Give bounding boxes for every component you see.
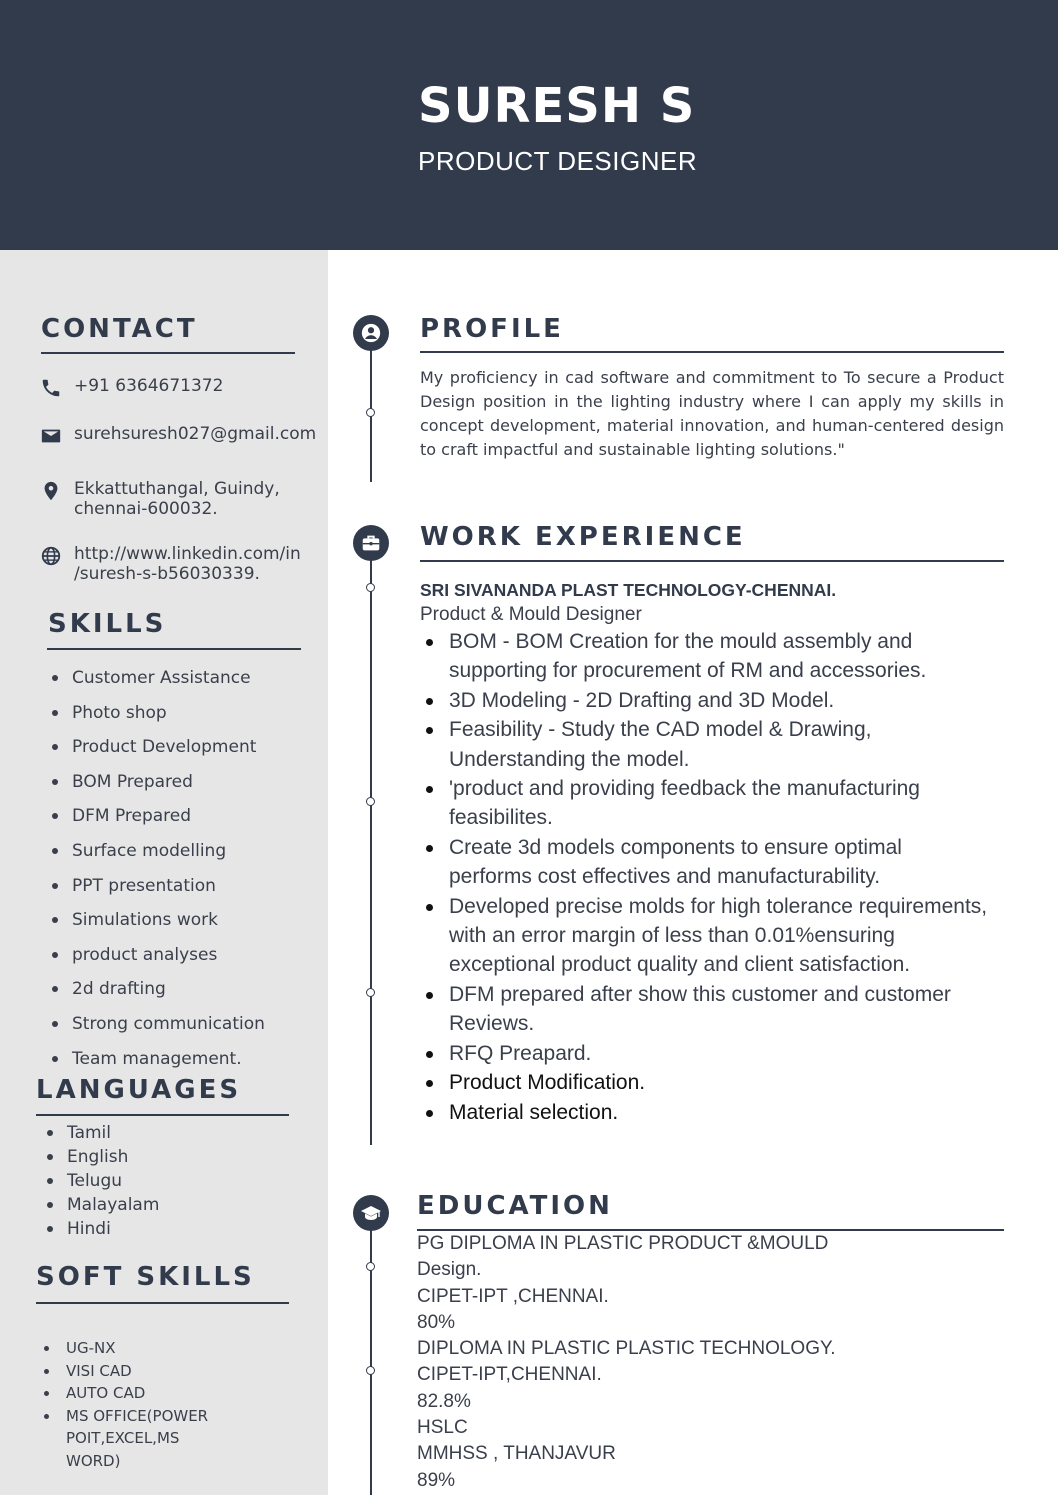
list-item: Create 3d models components to ensure optimal performs cost effectives and manufacturability. — [420, 833, 990, 892]
timeline-dot — [366, 988, 375, 997]
timeline-line-work — [370, 552, 372, 1145]
timeline-dot — [366, 408, 375, 417]
education-line: MMHSS , THANJAVUR — [417, 1443, 616, 1465]
languages-list — [41, 1123, 159, 1243]
list-item: MS OFFICE(POWER POIT,EXCEL,MS WORD) — [40, 1405, 216, 1473]
contact-email — [40, 424, 316, 447]
list-item: Simulations work — [46, 910, 265, 945]
list-item: 'product and providing feedback the manufacturing feasibilites. — [420, 774, 990, 833]
list-item: PPT presentation — [46, 876, 265, 911]
briefcase-icon — [360, 532, 382, 554]
list-item: Photo shop — [46, 703, 265, 738]
list-item: BOM Prepared — [46, 772, 265, 807]
work-experience-heading: WORK EXPERIENCE — [420, 522, 746, 552]
languages-heading: LANGUAGES — [36, 1075, 242, 1105]
list-item: RFQ Preapard. — [420, 1039, 990, 1068]
list-item: Customer Assistance — [46, 668, 265, 703]
list-item: AUTO CAD — [40, 1382, 216, 1405]
list-item: Strong communication — [46, 1014, 265, 1049]
profile-text: My proficiency in cad software and commitment to To secure a Product Design position in the lighting industry where I can apply my skills in concept development, material innovation, and human-centered design to craft impactful and sustainable lighting solutions." — [420, 368, 1004, 459]
profile-section-icon — [353, 315, 389, 351]
profile-heading: PROFILE — [420, 314, 564, 344]
education-line: 80% — [417, 1311, 456, 1333]
linkedin-url[interactable] — [74, 544, 301, 584]
linkedin-line-2: /suresh-s-b56030339. — [74, 564, 260, 584]
contact-address — [40, 479, 280, 519]
contact-linkedin — [40, 544, 301, 584]
company-name: SRI SIVANANDA PLAST TECHNOLOGY-CHENNAI. — [420, 580, 837, 600]
education-line: HSLC — [417, 1417, 468, 1439]
education-line: CIPET-IPT,CHENNAI. — [417, 1364, 602, 1386]
email-icon — [40, 425, 62, 447]
list-item: Surface modelling — [46, 841, 265, 876]
work-section-icon — [353, 525, 389, 561]
job-title: PRODUCT DESIGNER — [418, 146, 698, 176]
phone-number[interactable]: +91 6364671372 — [74, 376, 224, 396]
education-line: PG DIPLOMA IN PLASTIC PRODUCT &MOULD — [417, 1233, 829, 1254]
work-experience-divider — [420, 560, 1004, 562]
list-item: Feasibility - Study the CAD model & Drawing, Understanding the model. — [420, 715, 990, 774]
profile-divider — [420, 351, 1004, 353]
list-item: VISI CAD — [40, 1360, 216, 1383]
education-line: Design. — [417, 1259, 482, 1281]
list-item: Malayalam — [41, 1195, 159, 1219]
list-item: BOM - BOM Creation for the mould assembly and supporting for procurement of RM and accessories. — [420, 627, 990, 686]
contact-phone — [40, 376, 223, 399]
timeline-dot — [366, 797, 375, 806]
job-role: Product & Mould Designer — [420, 604, 642, 625]
skills-list — [46, 668, 265, 1083]
list-item: product analyses — [46, 945, 265, 980]
list-item: Tamil — [41, 1123, 159, 1147]
list-item: DFM prepared after show this customer and customer Reviews. — [420, 980, 990, 1039]
email-address[interactable]: surehsuresh027@gmail.com — [74, 424, 317, 444]
education-heading: EDUCATION — [417, 1191, 613, 1221]
list-item: Team management. — [46, 1049, 265, 1084]
graduation-cap-icon — [359, 1201, 383, 1225]
education-line: 82.8% — [417, 1390, 471, 1412]
education-section-icon — [353, 1195, 389, 1231]
address-line-1: Ekkattuthangal, Guindy, — [74, 479, 280, 499]
header-banner — [0, 0, 1058, 250]
phone-icon — [40, 377, 62, 399]
list-item: UG-NX — [40, 1337, 216, 1360]
work-duties-list — [420, 627, 990, 1127]
list-item: Material selection. — [420, 1098, 990, 1127]
person-icon — [360, 322, 382, 344]
list-item: Developed precise molds for high tolerance requirements, with an error margin of less than 0.01%ensuring exceptional product quality and client satisfaction. — [420, 892, 990, 980]
education-line: CIPET-IPT ,CHENNAI. — [417, 1285, 609, 1307]
timeline-dot — [366, 583, 375, 592]
education-details — [417, 1231, 835, 1494]
list-item: English — [41, 1147, 159, 1171]
linkedin-line-1: http://www.linkedin.com/in — [74, 544, 301, 564]
list-item: Product Development — [46, 737, 265, 772]
location-pin-icon — [40, 480, 62, 502]
list-item: Product Modification. — [420, 1068, 990, 1097]
education-line: DIPLOMA IN PLASTIC PLASTIC TECHNOLOGY. — [417, 1338, 836, 1360]
soft-skills-divider — [36, 1302, 289, 1304]
list-item: 2d drafting — [46, 979, 265, 1014]
globe-icon — [40, 545, 62, 567]
education-line: 89% — [417, 1469, 456, 1491]
skills-divider — [47, 648, 301, 650]
list-item: DFM Prepared — [46, 806, 265, 841]
soft-skills-list — [40, 1337, 216, 1473]
timeline-dot — [366, 1262, 375, 1271]
list-item: Telugu — [41, 1171, 159, 1195]
address-text — [74, 479, 280, 519]
contact-divider — [41, 352, 295, 354]
timeline-dot — [366, 1366, 375, 1375]
person-name: SURESH S — [418, 78, 696, 134]
soft-skills-heading: SOFT SKILLS — [36, 1262, 255, 1292]
list-item: 3D Modeling - 2D Drafting and 3D Model. — [420, 686, 990, 715]
address-line-2: chennai-600032. — [74, 499, 218, 519]
contact-heading: CONTACT — [41, 314, 198, 344]
list-item: Hindi — [41, 1219, 159, 1243]
languages-divider — [36, 1114, 289, 1116]
skills-heading: SKILLS — [48, 609, 167, 639]
